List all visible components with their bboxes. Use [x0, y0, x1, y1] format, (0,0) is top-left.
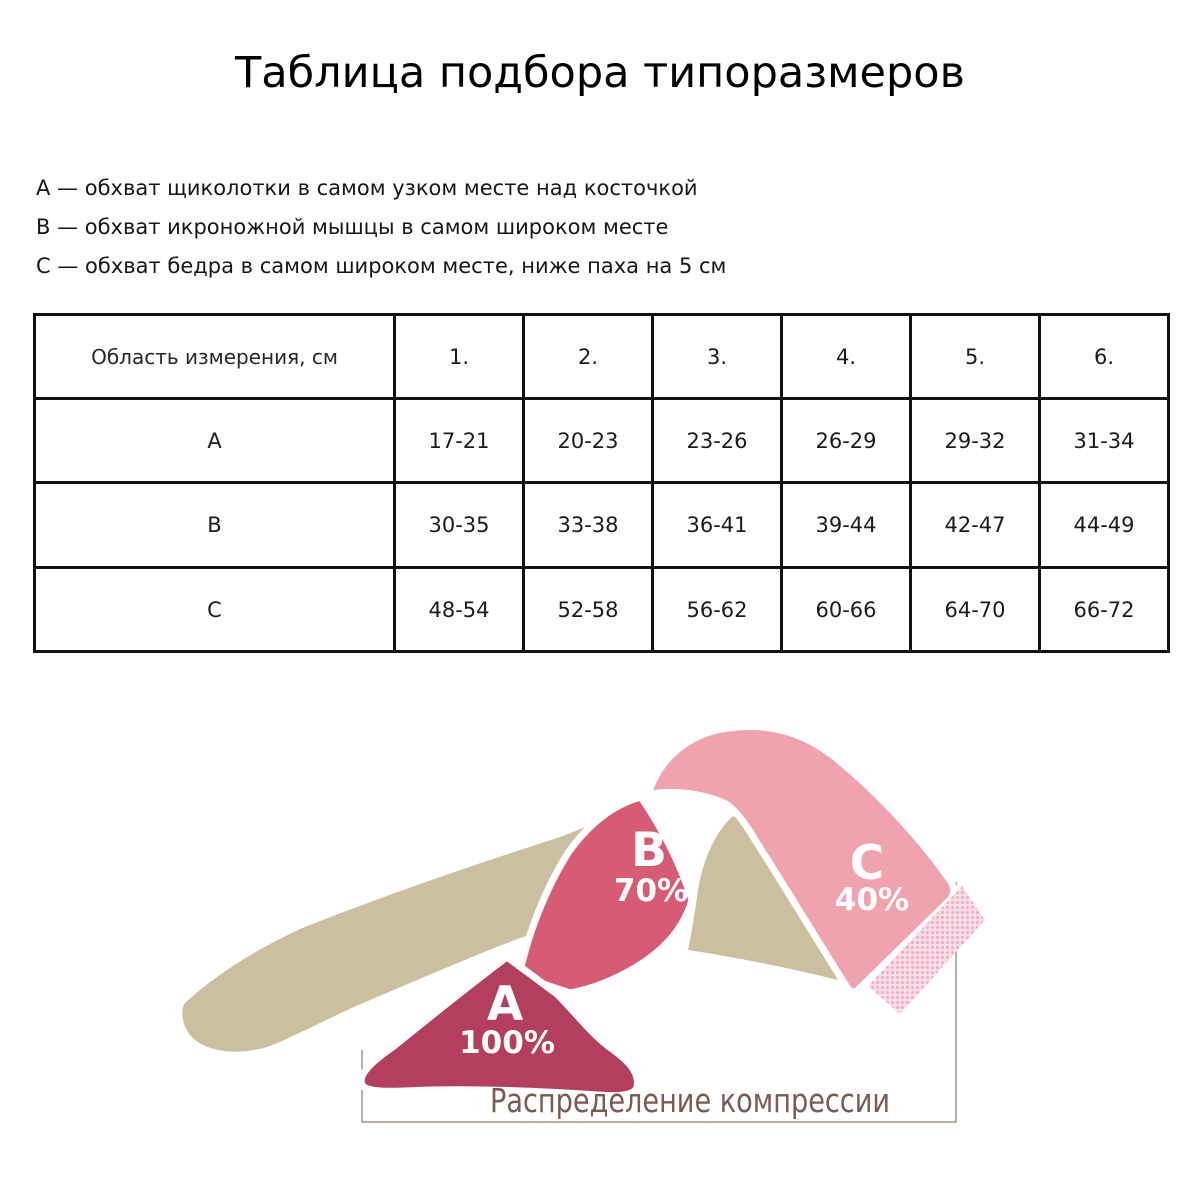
header-cell-size5: 5. [911, 315, 1040, 399]
diagram-caption: Распределение компрессии [490, 1081, 890, 1120]
zone-b-label: B [631, 823, 667, 878]
legend-line-a: А — обхват щиколотки в самом узком месте над косточкой [36, 176, 698, 200]
measurement-legend [36, 169, 726, 286]
cell-c2: 52-58 [524, 568, 653, 652]
cell-b2: 33-38 [524, 483, 653, 568]
row-label-c: С [35, 568, 395, 652]
cell-b1: 30-35 [395, 483, 524, 568]
cell-c5: 64-70 [911, 568, 1040, 652]
table-row [35, 483, 1169, 568]
legend-line-b: В — обхват икроножной мышцы в самом широком месте [36, 215, 669, 239]
page-title: Таблица подбора типоразмеров [235, 48, 965, 98]
zone-a-percent: 100% [459, 1025, 555, 1061]
compression-diagram [150, 700, 1080, 1140]
header-cell-size2: 2. [524, 315, 653, 399]
cell-a1: 17-21 [395, 399, 524, 483]
cell-c3: 56-62 [653, 568, 782, 652]
table-row [35, 399, 1169, 483]
zone-c-label: C [849, 836, 885, 891]
cell-c4: 60-66 [782, 568, 911, 652]
cell-c6: 66-72 [1040, 568, 1169, 652]
cell-a5: 29-32 [911, 399, 1040, 483]
cell-b3: 36-41 [653, 483, 782, 568]
cell-b5: 42-47 [911, 483, 1040, 568]
header-cell-size3: 3. [653, 315, 782, 399]
zone-a-label: A [486, 977, 524, 1032]
cell-c1: 48-54 [395, 568, 524, 652]
cell-a6: 31-34 [1040, 399, 1169, 483]
header-cell-size4: 4. [782, 315, 911, 399]
row-label-b: В [35, 483, 395, 568]
table-row [35, 568, 1169, 652]
cell-a3: 23-26 [653, 399, 782, 483]
header-cell-size6: 6. [1040, 315, 1169, 399]
header-cell-size1: 1. [395, 315, 524, 399]
cell-a4: 26-29 [782, 399, 911, 483]
row-label-a: А [35, 399, 395, 483]
table-header-row [35, 315, 1169, 399]
zone-c-percent: 40% [834, 882, 910, 918]
zone-b-percent: 70% [613, 873, 689, 909]
cell-a2: 20-23 [524, 399, 653, 483]
cell-b6: 44-49 [1040, 483, 1169, 568]
cell-b4: 39-44 [782, 483, 911, 568]
legend-line-c: С — обхват бедра в самом широком месте, ниже паха на 5 см [36, 254, 727, 278]
header-cell-measure: Область измерения, см [35, 315, 395, 399]
size-table [33, 313, 1170, 653]
